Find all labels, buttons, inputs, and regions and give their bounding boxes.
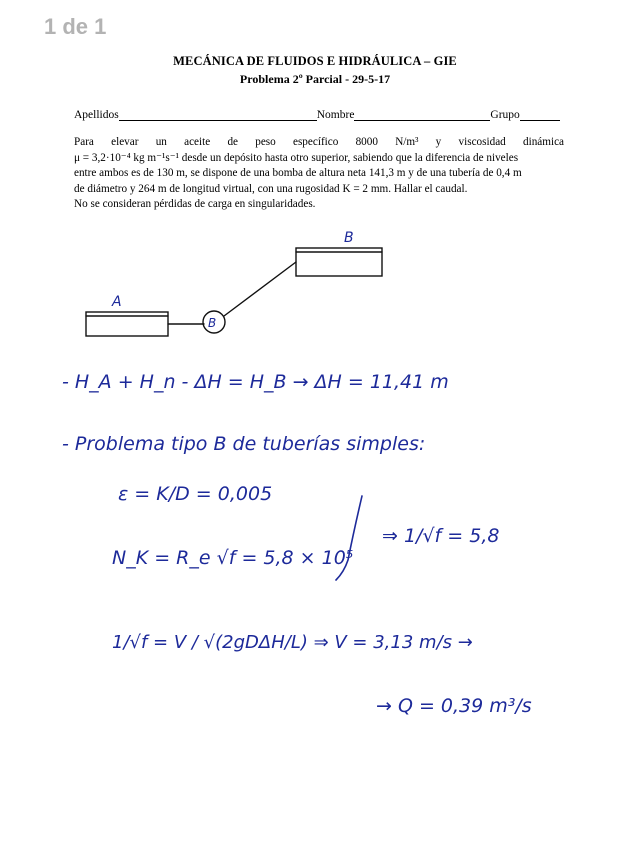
document-subtitle: Problema 2º Parcial - 29-5-17 [239, 72, 391, 86]
hw-velocity-equation: 1/√f = V / √(2gDΔH/L) ⇒ V = 3,13 m/s → [112, 632, 473, 653]
document-title: MECÁNICA DE FLUIDOS E HIDRÁULICA – GIE [173, 54, 457, 68]
tank-b-label: B [344, 230, 354, 246]
statement-line-1: Para elevar un aceite de peso específico 8000 N/m³ y viscosidad dinámica [74, 136, 564, 148]
hw-problem-type: - Problema tipo B de tuberías simples: [62, 433, 426, 455]
field-grupo-label: Grupo [490, 109, 520, 121]
tank-a-label: A [112, 294, 122, 310]
hw-flow-result: → Q = 0,39 m³/s [376, 695, 532, 717]
hw-friction-result: ⇒ 1/√f = 5,8 [382, 525, 500, 547]
hw-karman-number: N_K = R_e √f = 5,8 × 10⁵ [112, 547, 354, 569]
pipe-pump-b [224, 262, 296, 316]
pump-label: B [208, 316, 217, 330]
page-counter: 1 de 1 [44, 14, 107, 39]
statement-line-3: entre ambos es de 130 m, se dispone de una bomba de altura neta 141,3 m y de una tubería de 0,4 m [74, 167, 522, 180]
field-nombre-label: Nombre [316, 109, 355, 121]
hw-energy-equation: - H_A + H_n - ΔH = H_B → ΔH = 11,41 m [62, 371, 449, 393]
statement-line-5: No se consideran pérdidas de carga en singularidades. [74, 198, 316, 211]
statement-line-4: de diámetro y 264 m de longitud virtual, con una rugosidad K = 2 mm. Hallar el caudal. [74, 182, 468, 195]
statement-line-2: μ = 3,2·10⁻⁴ kg m⁻¹s⁻¹ desde un depósito hasta otro superior, sabiendo que la diferencia de niveles [74, 151, 519, 164]
system-sketch [86, 230, 382, 336]
field-apellidos-label: Apellidos [74, 109, 119, 121]
hw-relative-roughness: ε = K/D = 0,005 [118, 483, 273, 505]
